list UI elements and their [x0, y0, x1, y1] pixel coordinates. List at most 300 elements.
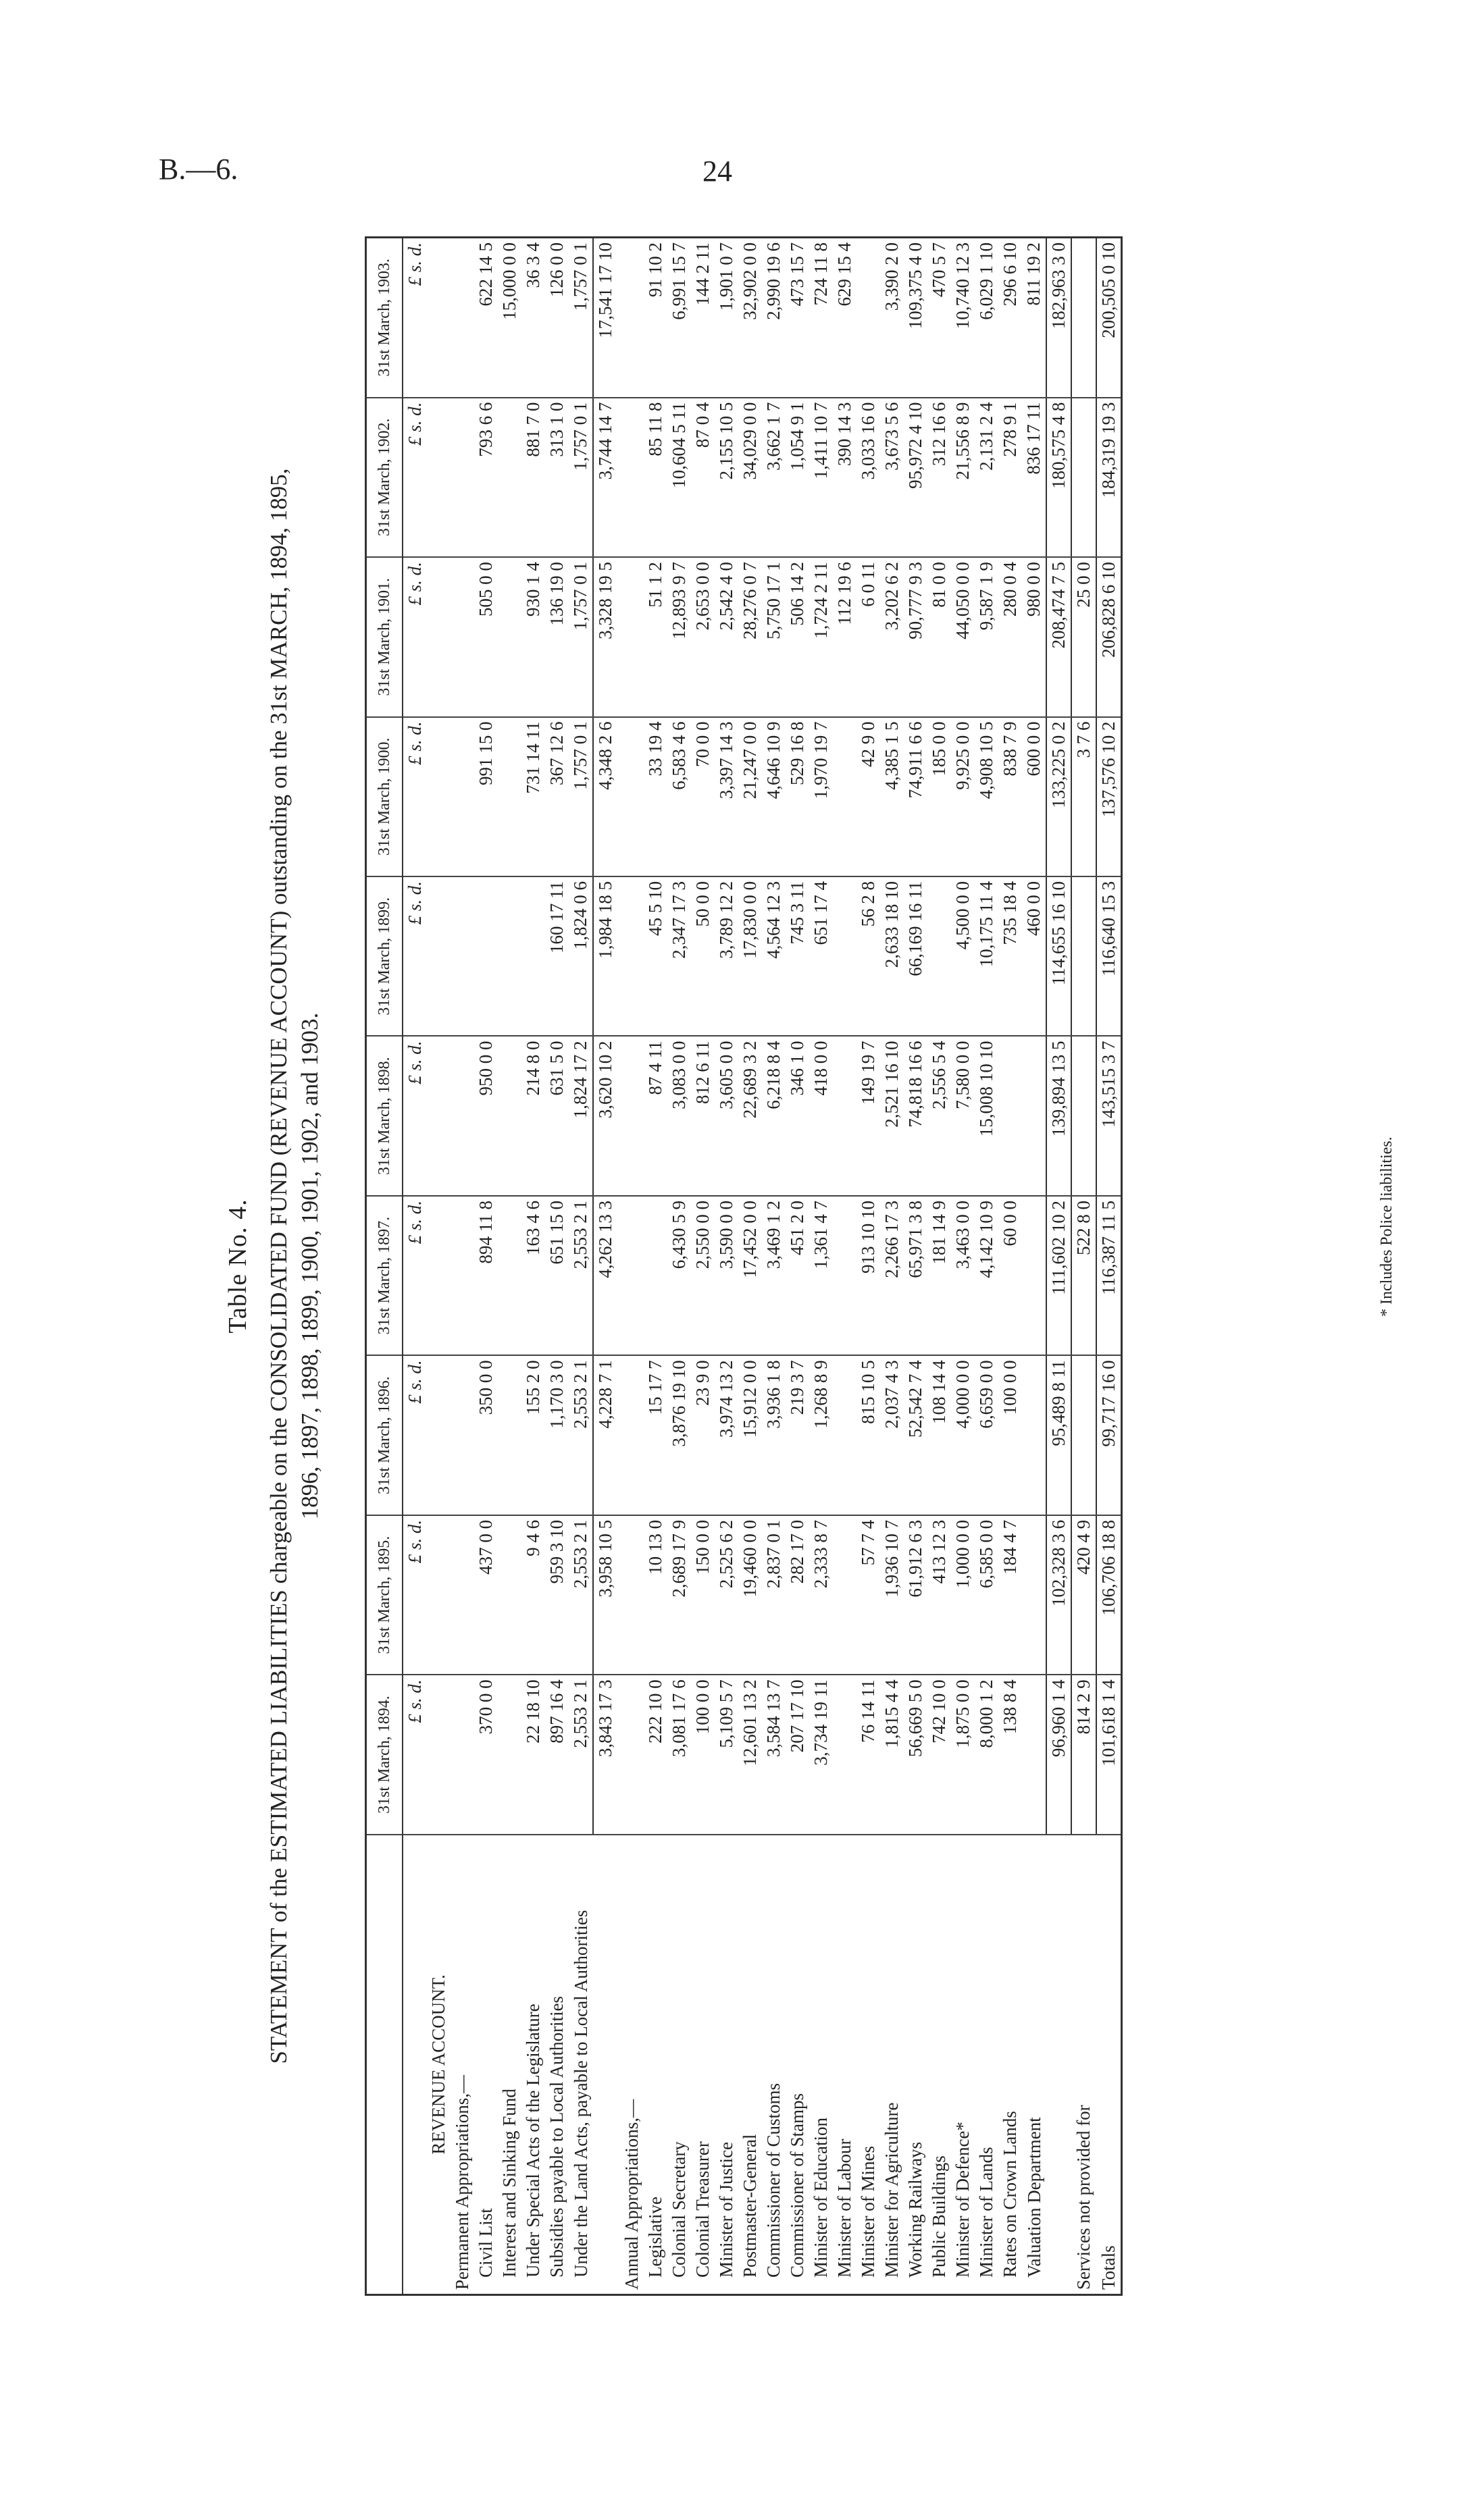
- value-cell: 19,460 0 0: [738, 1515, 762, 1675]
- title-block: [223, 236, 325, 2296]
- value-cell: 1,268 8 9: [809, 1355, 833, 1515]
- value-cell: 9,587 1 9: [975, 557, 998, 716]
- value-cell: 57 7 4: [856, 1515, 880, 1675]
- units-cell: £ s. d.: [403, 876, 427, 1036]
- table-row: [998, 238, 1022, 2295]
- row-label: Subsidies payable to Local Authorities: [545, 1835, 569, 2295]
- empty-cell: [620, 1515, 644, 1675]
- value-cell: 6 0 11: [856, 557, 880, 716]
- value-cell: [498, 1355, 521, 1515]
- value-cell: 85 11 8: [644, 398, 667, 557]
- value-cell: 6,029 1 10: [975, 238, 998, 398]
- table-row: [691, 238, 715, 2295]
- empty-cell: [451, 557, 474, 716]
- value-cell: [833, 717, 856, 876]
- value-cell: 950 0 0: [474, 1036, 498, 1195]
- subtotal-label: [593, 1835, 617, 2295]
- value-cell: 897 16 4: [545, 1675, 569, 1834]
- section-row: [427, 238, 451, 2295]
- value-cell: 370 0 0: [474, 1675, 498, 1834]
- empty-cell: [427, 1036, 451, 1195]
- value-cell: 207 17 10: [786, 1675, 809, 1834]
- subtotal-cell: 111,602 10 2: [1046, 1196, 1071, 1355]
- column-header-2: 31st March, 1895.: [366, 1515, 403, 1675]
- value-cell: 814 2 9: [1071, 1675, 1096, 1834]
- value-cell: 1,901 0 7: [715, 238, 738, 398]
- value-cell: 2,131 2 4: [975, 398, 998, 557]
- value-cell: 3,974 13 2: [715, 1355, 738, 1515]
- totals-label: Totals: [1096, 1835, 1122, 2295]
- table-row: [856, 238, 880, 2295]
- value-cell: 350 0 0: [474, 1355, 498, 1515]
- empty-cell: [451, 717, 474, 876]
- value-cell: 836 17 11: [1022, 398, 1046, 557]
- row-label: Postmaster-General: [738, 1835, 762, 2295]
- value-cell: 3,081 17 6: [667, 1675, 691, 1834]
- value-cell: 651 15 0: [545, 1196, 569, 1355]
- value-cell: 181 14 9: [927, 1196, 951, 1355]
- value-cell: 56 2 8: [856, 876, 880, 1036]
- empty-cell: [620, 1196, 644, 1355]
- value-cell: [498, 1675, 521, 1834]
- value-cell: 163 4 6: [521, 1196, 545, 1355]
- value-cell: 437 0 0: [474, 1515, 498, 1675]
- value-cell: 32,902 0 0: [738, 238, 762, 398]
- empty-cell: [451, 1036, 474, 1195]
- units-cell: £ s. d.: [403, 1196, 427, 1355]
- empty-cell: [451, 1196, 474, 1355]
- subtotal-cell: 208,474 7 5: [1046, 557, 1071, 716]
- value-cell: 136 19 0: [545, 557, 569, 716]
- table-row: [545, 238, 569, 2295]
- units-cell: £ s. d.: [403, 238, 427, 398]
- value-cell: 451 2 0: [786, 1196, 809, 1355]
- column-header-6: 31st March, 1899.: [366, 876, 403, 1036]
- table-row: [474, 238, 498, 2295]
- value-cell: 45 5 10: [644, 876, 667, 1036]
- totals-cell: 116,387 11 5: [1096, 1196, 1122, 1355]
- value-cell: 1,170 3 0: [545, 1355, 569, 1515]
- row-label: Legislative: [644, 1835, 667, 2295]
- row-label: Civil List: [474, 1835, 498, 2295]
- value-cell: 2,553 2 1: [569, 1675, 593, 1834]
- value-cell: 629 15 4: [833, 238, 856, 398]
- empty-cell: [427, 1515, 451, 1675]
- value-cell: [644, 1196, 667, 1355]
- row-label: Commissioner of Stamps: [786, 1835, 809, 2295]
- value-cell: [833, 1355, 856, 1515]
- value-cell: 280 0 4: [998, 557, 1022, 716]
- value-cell: 76 14 11: [856, 1675, 880, 1834]
- value-cell: [833, 876, 856, 1036]
- empty-cell: [427, 717, 451, 876]
- table-row: [951, 238, 975, 2295]
- value-cell: 60 0 0: [998, 1196, 1022, 1355]
- value-cell: 17,452 0 0: [738, 1196, 762, 1355]
- value-cell: 2,347 17 3: [667, 876, 691, 1036]
- value-cell: [856, 238, 880, 398]
- totals-cell: 137,576 10 2: [1096, 717, 1122, 876]
- value-cell: 28,276 0 7: [738, 557, 762, 716]
- subtotal-cell: 4,228 7 1: [593, 1355, 617, 1515]
- value-cell: 812 6 11: [691, 1036, 715, 1195]
- value-cell: 3,789 12 2: [715, 876, 738, 1036]
- services-row: [1071, 238, 1096, 2295]
- value-cell: 3 7 6: [1071, 717, 1096, 876]
- value-cell: 651 17 4: [809, 876, 833, 1036]
- value-cell: 112 19 6: [833, 557, 856, 716]
- value-cell: 65,971 3 8: [904, 1196, 927, 1355]
- subtotal-cell: 180,575 4 8: [1046, 398, 1071, 557]
- value-cell: [521, 876, 545, 1036]
- value-cell: 811 19 2: [1022, 238, 1046, 398]
- value-cell: 91 10 2: [644, 238, 667, 398]
- value-cell: 745 3 11: [786, 876, 809, 1036]
- group-row: [620, 238, 644, 2295]
- value-cell: 881 7 0: [521, 398, 545, 557]
- value-cell: 52,542 7 4: [904, 1355, 927, 1515]
- value-cell: [1022, 1675, 1046, 1834]
- subtotal-row: [1046, 238, 1071, 2295]
- empty-cell: [427, 1355, 451, 1515]
- table-row: [880, 238, 904, 2295]
- value-cell: 4,500 0 0: [951, 876, 975, 1036]
- value-cell: 631 5 0: [545, 1036, 569, 1195]
- value-cell: 12,893 9 7: [667, 557, 691, 716]
- value-cell: 622 14 5: [474, 238, 498, 398]
- subtotal-cell: 1,984 18 5: [593, 876, 617, 1036]
- row-label: Commissioner of Customs: [762, 1835, 786, 2295]
- value-cell: 155 2 0: [521, 1355, 545, 1515]
- value-cell: [498, 1036, 521, 1195]
- value-cell: 21,556 8 9: [951, 398, 975, 557]
- empty-cell: [620, 876, 644, 1036]
- statement-title-line1: STATEMENT of the ESTIMATED LIABILITIES chargeable on the CONSOLIDATED FUND (REVENUE ACCOUNT) outstanding on the 31st MARCH, 1894, 1895,: [265, 468, 292, 2064]
- totals-row: [1096, 238, 1122, 2295]
- table-row: [904, 238, 927, 2295]
- value-cell: 138 8 4: [998, 1675, 1022, 1834]
- value-cell: 735 18 4: [998, 876, 1022, 1036]
- group-heading-permanent: Permanent Appropriations,—: [451, 1835, 474, 2295]
- group-row: [451, 238, 474, 2295]
- column-header-9: 31st March, 1902.: [366, 398, 403, 557]
- value-cell: 15,000 0 0: [498, 238, 521, 398]
- value-cell: [1071, 876, 1096, 1036]
- value-cell: 74,911 6 6: [904, 717, 927, 876]
- value-cell: 930 1 4: [521, 557, 545, 716]
- value-cell: 10 13 0: [644, 1515, 667, 1675]
- value-cell: 2,525 6 2: [715, 1515, 738, 1675]
- value-cell: 1,757 0 1: [569, 238, 593, 398]
- value-cell: 21,247 0 0: [738, 717, 762, 876]
- value-cell: 2,553 2 1: [569, 1515, 593, 1675]
- value-cell: 44,050 0 0: [951, 557, 975, 716]
- value-cell: 742 10 0: [927, 1675, 951, 1834]
- value-cell: 282 17 0: [786, 1515, 809, 1675]
- value-cell: 56,669 5 0: [904, 1675, 927, 1834]
- value-cell: [1022, 1515, 1046, 1675]
- empty-cell: [620, 398, 644, 557]
- empty-cell: [451, 398, 474, 557]
- totals-cell: 143,515 3 7: [1096, 1036, 1122, 1195]
- value-cell: 4,908 10 5: [975, 717, 998, 876]
- row-label: Under the Land Acts, payable to Local Authorities: [569, 1835, 593, 2295]
- row-label: Working Railways: [904, 1835, 927, 2295]
- row-label: Minister of Justice: [715, 1835, 738, 2295]
- row-label: Valuation Department: [1022, 1835, 1046, 2295]
- table-row: [786, 238, 809, 2295]
- value-cell: 1,724 2 11: [809, 557, 833, 716]
- value-cell: 390 14 3: [833, 398, 856, 557]
- value-cell: 1,815 4 4: [880, 1675, 904, 1834]
- value-cell: [1022, 1196, 1046, 1355]
- empty-cell: [451, 876, 474, 1036]
- value-cell: 3,876 19 10: [667, 1355, 691, 1515]
- value-cell: [1071, 238, 1096, 398]
- row-label: Minister of Defence*: [951, 1835, 975, 2295]
- value-cell: 2,990 19 6: [762, 238, 786, 398]
- empty-cell: [427, 557, 451, 716]
- value-cell: 3,605 0 0: [715, 1036, 738, 1195]
- value-cell: [833, 1515, 856, 1675]
- totals-cell: 99,717 16 0: [1096, 1355, 1122, 1515]
- row-label: Minister of Mines: [856, 1835, 880, 2295]
- column-header-8: 31st March, 1901.: [366, 557, 403, 716]
- value-cell: 313 1 0: [545, 398, 569, 557]
- subtotal-cell: 3,620 10 2: [593, 1036, 617, 1195]
- units-cell: £ s. d.: [403, 1355, 427, 1515]
- value-cell: 1,000 0 0: [951, 1515, 975, 1675]
- empty-cell: [620, 557, 644, 716]
- empty-cell: [427, 238, 451, 398]
- value-cell: 22,689 3 2: [738, 1036, 762, 1195]
- table-row: [521, 238, 545, 2295]
- value-cell: 70 0 0: [691, 717, 715, 876]
- empty-cell: [427, 1196, 451, 1355]
- value-cell: 959 3 10: [545, 1515, 569, 1675]
- value-cell: 1,757 0 1: [569, 557, 593, 716]
- value-cell: 4,646 10 9: [762, 717, 786, 876]
- value-cell: 25 0 0: [1071, 557, 1096, 716]
- value-cell: 15 17 7: [644, 1355, 667, 1515]
- value-cell: 312 16 6: [927, 398, 951, 557]
- value-cell: 3,469 1 2: [762, 1196, 786, 1355]
- value-cell: 505 0 0: [474, 557, 498, 716]
- value-cell: 522 8 0: [1071, 1196, 1096, 1355]
- value-cell: [498, 717, 521, 876]
- value-cell: 470 5 7: [927, 238, 951, 398]
- subtotal-cell: 4,262 13 3: [593, 1196, 617, 1355]
- column-header-3: 31st March, 1896.: [366, 1355, 403, 1515]
- totals-cell: 101,618 1 4: [1096, 1675, 1122, 1834]
- value-cell: 2,333 8 7: [809, 1515, 833, 1675]
- row-label: Interest and Sinking Fund: [498, 1835, 521, 2295]
- value-cell: [1071, 1355, 1096, 1515]
- units-cell: £ s. d.: [403, 1675, 427, 1834]
- value-cell: 2,689 17 9: [667, 1515, 691, 1675]
- value-cell: 149 19 7: [856, 1036, 880, 1195]
- value-cell: 418 0 0: [809, 1036, 833, 1195]
- column-header-10: 31st March, 1903.: [366, 238, 403, 398]
- column-header-5: 31st March, 1898.: [366, 1036, 403, 1195]
- value-cell: 144 2 11: [691, 238, 715, 398]
- value-cell: [498, 1515, 521, 1675]
- value-cell: 4,564 12 3: [762, 876, 786, 1036]
- value-cell: 600 0 0: [1022, 717, 1046, 876]
- value-cell: 10,175 11 4: [975, 876, 998, 1036]
- value-cell: 2,837 0 1: [762, 1515, 786, 1675]
- report-code: B.—6.: [159, 153, 238, 186]
- value-cell: [833, 1196, 856, 1355]
- value-cell: [498, 876, 521, 1036]
- subtotal-cell: 182,963 3 0: [1046, 238, 1071, 398]
- table-row: [498, 238, 521, 2295]
- value-cell: 184 4 7: [998, 1515, 1022, 1675]
- value-cell: 6,218 8 4: [762, 1036, 786, 1195]
- empty-cell: [620, 717, 644, 876]
- subtotal-cell: 133,225 0 2: [1046, 717, 1071, 876]
- units-cell: £ s. d.: [403, 398, 427, 557]
- subtotal-cell: 114,655 16 10: [1046, 876, 1071, 1036]
- value-cell: [927, 876, 951, 1036]
- value-cell: 12,601 13 2: [738, 1675, 762, 1834]
- value-cell: [998, 1036, 1022, 1195]
- table-row: [833, 238, 856, 2295]
- value-cell: 3,397 14 3: [715, 717, 738, 876]
- value-cell: 1,757 0 1: [569, 717, 593, 876]
- liabilities-table: [365, 236, 1123, 2296]
- value-cell: 10,604 5 11: [667, 398, 691, 557]
- value-cell: 2,266 17 3: [880, 1196, 904, 1355]
- value-cell: 6,585 0 0: [975, 1515, 998, 1675]
- services-label: Services not provided for: [1071, 1835, 1096, 2295]
- value-cell: 90,777 9 3: [904, 557, 927, 716]
- value-cell: 2,542 4 0: [715, 557, 738, 716]
- units-cell: £ s. d.: [403, 1515, 427, 1675]
- row-label: Colonial Secretary: [667, 1835, 691, 2295]
- value-cell: 838 7 9: [998, 717, 1022, 876]
- empty-cell: [620, 238, 644, 398]
- row-label: Public Buildings: [927, 1835, 951, 2295]
- value-cell: 15,912 0 0: [738, 1355, 762, 1515]
- totals-cell: 106,706 18 8: [1096, 1515, 1122, 1675]
- value-cell: [498, 557, 521, 716]
- value-cell: 3,590 0 0: [715, 1196, 738, 1355]
- table-row: [927, 238, 951, 2295]
- value-cell: 980 0 0: [1022, 557, 1046, 716]
- row-label: Under Special Acts of the Legislature: [521, 1835, 545, 2295]
- value-cell: 529 16 8: [786, 717, 809, 876]
- subtotal-cell: 17,541 17 10: [593, 238, 617, 398]
- value-cell: 108 14 4: [927, 1355, 951, 1515]
- header-label-cell: [366, 1835, 403, 2295]
- value-cell: 991 15 0: [474, 717, 498, 876]
- value-cell: 724 11 8: [809, 238, 833, 398]
- totals-cell: 200,505 0 10: [1096, 238, 1122, 398]
- value-cell: 160 17 11: [545, 876, 569, 1036]
- value-cell: 1,970 19 7: [809, 717, 833, 876]
- value-cell: 5,750 17 1: [762, 557, 786, 716]
- value-cell: 100 0 0: [998, 1355, 1022, 1515]
- value-cell: [833, 1675, 856, 1834]
- value-cell: 74,818 16 6: [904, 1036, 927, 1195]
- value-cell: 10,740 12 3: [951, 238, 975, 398]
- value-cell: 2,653 0 0: [691, 557, 715, 716]
- table-row: [644, 238, 667, 2295]
- value-cell: 51 1 2: [644, 557, 667, 716]
- value-cell: 5,109 5 7: [715, 1675, 738, 1834]
- value-cell: 42 9 0: [856, 717, 880, 876]
- value-cell: 296 6 10: [998, 238, 1022, 398]
- value-cell: 3,673 5 6: [880, 398, 904, 557]
- value-cell: [1022, 1036, 1046, 1195]
- value-cell: 1,824 17 2: [569, 1036, 593, 1195]
- value-cell: 3,202 6 2: [880, 557, 904, 716]
- row-label: Colonial Treasurer: [691, 1835, 715, 2295]
- value-cell: 33 19 4: [644, 717, 667, 876]
- empty-cell: [620, 1036, 644, 1195]
- units-cell: £ s. d.: [403, 557, 427, 716]
- table-row: [809, 238, 833, 2295]
- empty-cell: [451, 1515, 474, 1675]
- value-cell: 1,361 4 7: [809, 1196, 833, 1355]
- value-cell: 87 0 4: [691, 398, 715, 557]
- value-cell: 23 9 0: [691, 1355, 715, 1515]
- table-row: [975, 238, 998, 2295]
- value-cell: 9 4 6: [521, 1515, 545, 1675]
- value-cell: [1071, 398, 1096, 557]
- value-cell: 8,000 1 2: [975, 1675, 998, 1834]
- table-row: [762, 238, 786, 2295]
- row-label: Minister of Education: [809, 1835, 833, 2295]
- value-cell: 4,142 10 9: [975, 1196, 998, 1355]
- empty-cell: [427, 876, 451, 1036]
- row-label: Minister of Labour: [833, 1835, 856, 2295]
- value-cell: 473 15 7: [786, 238, 809, 398]
- subtotal-cell: 4,348 2 6: [593, 717, 617, 876]
- value-cell: 2,553 2 1: [569, 1196, 593, 1355]
- value-cell: 506 14 2: [786, 557, 809, 716]
- row-label: Rates on Crown Lands: [998, 1835, 1022, 2295]
- table-row: [1022, 238, 1046, 2295]
- empty-cell: [451, 1355, 474, 1515]
- value-cell: 367 12 6: [545, 717, 569, 876]
- row-label: Minister for Agriculture: [880, 1835, 904, 2295]
- value-cell: 3,936 1 8: [762, 1355, 786, 1515]
- table-body: [403, 238, 1122, 2295]
- units-cell: £ s. d.: [403, 717, 427, 876]
- value-cell: 420 4 9: [1071, 1515, 1096, 1675]
- value-cell: 6,583 4 6: [667, 717, 691, 876]
- value-cell: 6,659 0 0: [975, 1355, 998, 1515]
- value-cell: [498, 1196, 521, 1355]
- page-number: 24: [702, 155, 732, 188]
- value-cell: 6,991 15 7: [667, 238, 691, 398]
- value-cell: 2,550 0 0: [691, 1196, 715, 1355]
- value-cell: 3,584 13 7: [762, 1675, 786, 1834]
- subtotal-cell: 3,843 17 3: [593, 1675, 617, 1834]
- totals-cell: 184,319 19 3: [1096, 398, 1122, 557]
- statement-title-line2: 1896, 1897, 1898, 1899, 1900, 1901, 1902, and 1903.: [296, 1012, 323, 1520]
- value-cell: 22 18 10: [521, 1675, 545, 1834]
- column-header-7: 31st March, 1900.: [366, 717, 403, 876]
- value-cell: [833, 1036, 856, 1195]
- header-row: [366, 238, 403, 2295]
- column-header-1: 31st March, 1894.: [366, 1675, 403, 1834]
- value-cell: 278 9 1: [998, 398, 1022, 557]
- subtotal-label: [1046, 1835, 1071, 2295]
- value-cell: 61,912 6 3: [904, 1515, 927, 1675]
